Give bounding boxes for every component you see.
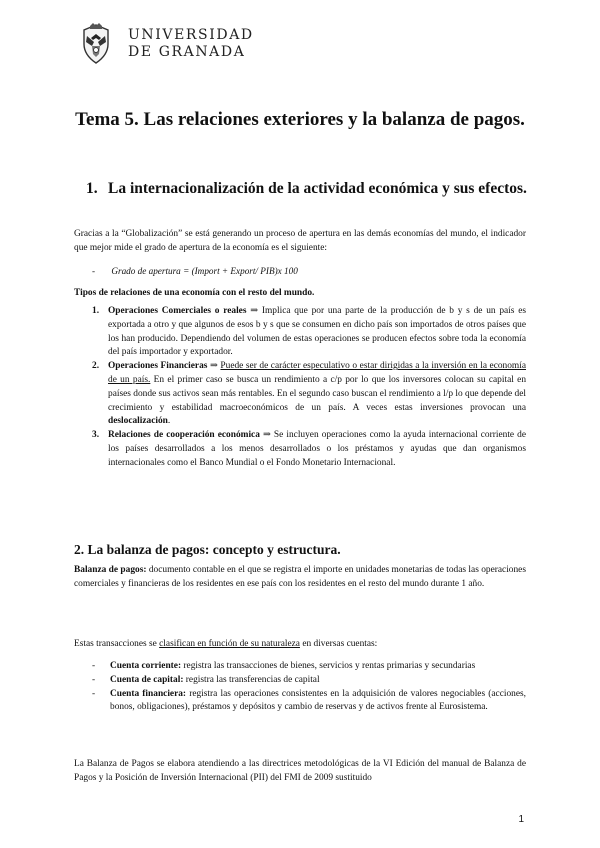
item-end: .: [167, 416, 171, 427]
page-title: Tema 5. Las relaciones exteriores y la balanza de pagos.: [75, 109, 525, 130]
bullet-dash: -: [92, 661, 96, 671]
definition-text: documento contable en el que se registra el importe en unidades monetarias de todas las operaciones comerciales y financieras de los residentes en ese país con los residentes en el resto del mundo durante 1 año.: [74, 565, 526, 589]
classification-sentence: [74, 638, 526, 652]
account-text: registra las operaciones consistentes en la adquisición de valores negociables (acciones, bonos, obligaciones), préstamos y depósitos y cambio de reservas y de activos frente al Eurosistema.: [110, 688, 526, 713]
definition-label: Balanza de pagos:: [74, 565, 147, 575]
relations-list: [92, 305, 526, 471]
arrow-icon: ⇒: [250, 306, 259, 316]
formula-dash: -: [92, 266, 96, 276]
list-item: [92, 660, 526, 674]
closing-paragraph: La Balanza de Pagos se elabora atendiendo a las directrices metodológicas de la VI Edición del manual de Balanza de Pagos y la Posición de Inversión Internacional (PII) del FMI de 2009 sustituido: [74, 759, 526, 783]
balance-definition: [74, 564, 526, 592]
arrow-icon: ⇒: [210, 361, 218, 372]
list-item: [92, 360, 526, 429]
item-bold-term: deslocalización: [108, 416, 168, 427]
item-number: 2.: [92, 361, 100, 372]
section2-heading: 2. La balanza de pagos: concepto y estructura.: [74, 542, 341, 557]
openness-formula: [92, 266, 298, 276]
university-name-line2: DE GRANADA: [128, 44, 246, 60]
section1-intro: Gracias a la “Globalización” se está generando un proceso de apertura en las demás economías del mundo, el indicador que mejor mide el grado de apertura de la economía es el siguiente:: [74, 229, 526, 253]
list-item: [92, 429, 526, 470]
classify-pre: Estas transacciones se: [74, 639, 160, 649]
item-label: Relaciones de cooperación económica: [108, 430, 260, 441]
section1-number: 1.: [86, 180, 98, 197]
page-number: 1: [518, 814, 524, 825]
item-text: En el primer caso se busca un rendimiento a c/p por lo que los inversores colocan su capital en países donde sus activos sean más rentables. En el segundo caso buscan el rendimiento a l/p lo que depende del crecimiento y estabilidad macroeconómicos de un país. A veces estas inversiones provocan una: [108, 374, 527, 413]
item-label: Operaciones Financieras: [108, 361, 208, 372]
classify-underlined: clasifican en función de su naturaleza: [159, 639, 300, 649]
arrow-icon: ⇒: [262, 430, 271, 441]
university-name-line1: UNIVERSIDAD: [128, 27, 254, 43]
university-header: [74, 22, 254, 66]
formula-text: Grado de apertura = (Import + Export/ PIB)x 100: [111, 266, 298, 276]
item-underlined-text: Puede ser de carácter especulativo o estar dirigidas a la inversión en la economía de un país.: [108, 361, 526, 385]
account-text: registra las transacciones de bienes, servicios y rentas primarias y secundarias: [181, 661, 476, 671]
bullet-dash: -: [92, 674, 96, 685]
account-label: Cuenta corriente:: [110, 661, 182, 671]
item-text: Implica que por una parte de la producción de b y s de un país es exportada a otro y que algunos de esos b y s que se consumen en dicho país son importados de otros países que los han producido. Dependiendo del volumen de estas operaciones se producen efectos sobre toda la economía del país importador y exportador.: [108, 306, 527, 358]
accounts-list: [92, 660, 526, 715]
list-item: [92, 688, 526, 716]
list-item: [92, 674, 526, 688]
section1-heading-text: La internacionalización de la actividad económica y sus efectos.: [108, 180, 527, 197]
account-label: Cuenta financiera:: [110, 688, 187, 699]
types-heading: Tipos de relaciones de una economía con el resto del mundo.: [74, 288, 315, 298]
section1-heading: [86, 178, 530, 200]
list-item: [92, 305, 526, 360]
item-label: Operaciones Comerciales o reales: [108, 306, 247, 316]
item-number: 3.: [92, 430, 100, 441]
bullet-dash: -: [92, 688, 96, 699]
account-label: Cuenta de capital:: [110, 674, 184, 685]
account-text: registra las transferencias de capital: [183, 674, 320, 685]
classify-post: en diversas cuentas:: [299, 639, 378, 649]
university-crest-icon: [74, 22, 118, 66]
item-text: Se incluyen operaciones como la ayuda internacional corriente de los países desarrollados a los menos desarrollados o los préstamos y ayudas que dan organismos internacionales como el Banco Mundial o el Fondo Monetario Internacional.: [108, 430, 527, 468]
item-number: 1.: [92, 306, 100, 316]
